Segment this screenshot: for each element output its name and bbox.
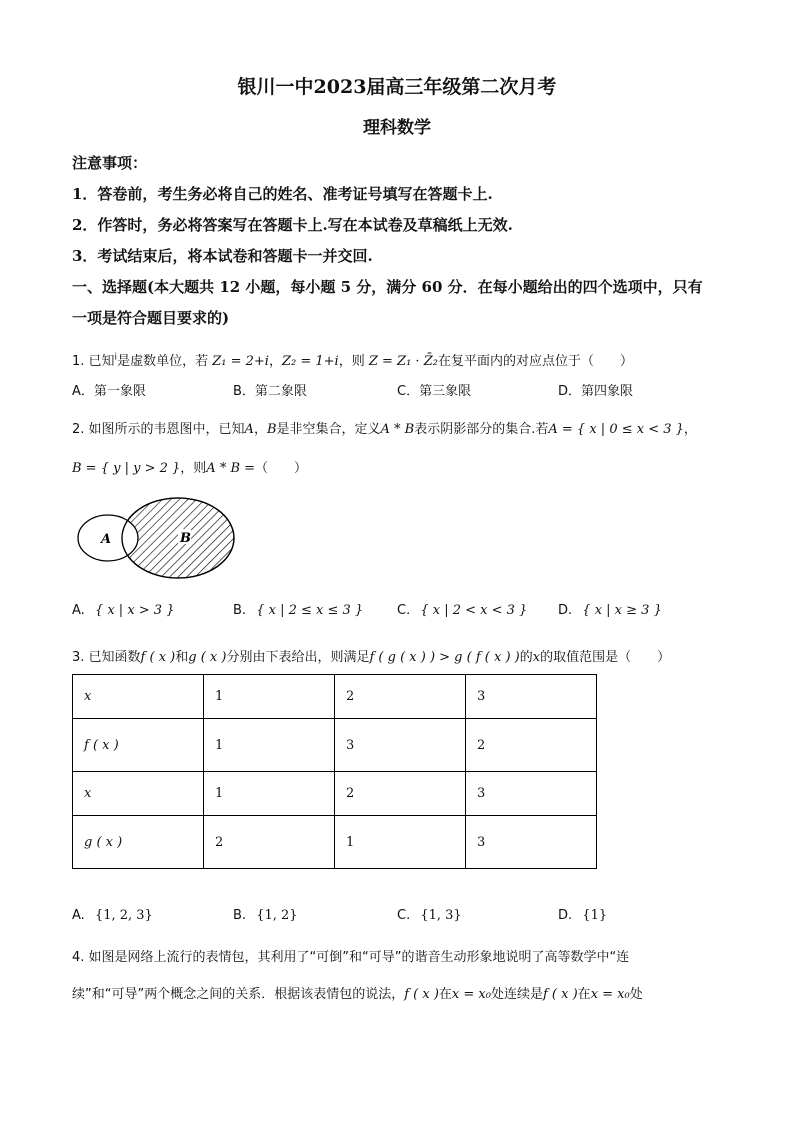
option-letter: B. <box>233 603 247 618</box>
q4-x2: x = x₀ <box>590 987 630 1002</box>
note-item: 2．作答时，务必将答案写在答题卡上.写在本试卷及草稿纸上无效. <box>72 216 513 234</box>
option-letter: D. <box>558 908 573 923</box>
q1-text: 1. 已知 <box>72 354 115 369</box>
table-cell: 3 <box>466 772 597 816</box>
q1-z: Z = Z₁ · Z̄₂ <box>368 354 438 369</box>
q3-option-b[interactable] <box>233 908 298 923</box>
option-expr: { x | 2 < x < 3 } <box>420 603 528 618</box>
option-expr: {1, 2, 3} <box>94 908 153 923</box>
q3-text: 的 <box>519 650 533 665</box>
question-2-line2 <box>72 457 307 476</box>
q3-g: g ( x ) <box>188 650 227 665</box>
option-expr: {1, 2} <box>256 908 298 923</box>
option-expr: { x | 2 ≤ x ≤ 3 } <box>256 603 364 618</box>
q3-option-d[interactable] <box>558 908 607 923</box>
option-expr: { x | x ≥ 3 } <box>582 603 662 618</box>
q3-text: 分别由下表给出，则满足 <box>226 650 370 665</box>
table-row <box>73 816 597 869</box>
venn-diagram <box>72 496 242 582</box>
q2-comma: ， <box>253 422 267 437</box>
q1-sep: ， <box>268 354 282 369</box>
table-cell: 2 <box>335 675 466 719</box>
option-letter: B. <box>233 908 247 923</box>
q2-op: A * B <box>380 422 415 437</box>
q3-option-c[interactable] <box>397 908 462 923</box>
q3-cond: f ( g ( x ) ) > g ( f ( x ) ) <box>369 650 520 665</box>
option-letter: C. <box>397 603 411 618</box>
q1-z2: Z₂ = 1+i <box>281 354 339 369</box>
table-cell: 2 <box>466 719 597 772</box>
table-cell: 1 <box>335 816 466 869</box>
q1-text: ，则 <box>338 354 365 369</box>
q2-def-b: B = { y | y > 2 } <box>72 461 181 476</box>
q4-text: 在 <box>577 987 591 1002</box>
q3-option-a[interactable] <box>72 908 153 923</box>
q1-i-sup: i <box>114 352 118 363</box>
exam-title: 银川一中2023届高三年级第二次月考 <box>237 76 557 98</box>
q1-z1: Z₁ = 2+i <box>212 354 269 369</box>
option-letter: C. <box>397 908 411 923</box>
q4-text: 处连续是 <box>490 987 543 1002</box>
q4-x1: x = x₀ <box>451 987 491 1002</box>
venn-label-a: A <box>101 532 112 547</box>
q2-option-b[interactable] <box>233 603 363 618</box>
table-cell: g ( x ) <box>73 816 204 869</box>
table-cell: 1 <box>204 772 335 816</box>
option-letter: A. <box>72 908 85 923</box>
table-cell: 2 <box>204 816 335 869</box>
table-cell: 2 <box>335 772 466 816</box>
note-item: 3．考试结束后，将本试卷和答题卡一并交回. <box>72 247 373 265</box>
option-expr: {1} <box>582 908 608 923</box>
section-heading-line1: 一、选择题(本大题共 12 小题，每小题 5 分，满分 60 分．在每小题给出的四个选项中，只有 <box>72 278 703 296</box>
q2-text: 表示阴影部分的集合.若 <box>414 422 549 437</box>
q2-text: 是非空集合，定义 <box>276 422 381 437</box>
q2-ask: A * B = <box>206 461 256 476</box>
q4-text: 续”和“可导”两个概念之间的关系．根据该表情包的说法， <box>72 987 405 1002</box>
question-4-line1: 4. 如图是网络上流行的表情包，其利用了“可倒”和“可导”的谐音生动形象地说明了高等数学中“连 <box>72 950 630 965</box>
q3-f: f ( x ) <box>140 650 176 665</box>
option-letter: D. <box>558 603 573 618</box>
table-cell: 3 <box>335 719 466 772</box>
table-cell: 3 <box>466 816 597 869</box>
q1-option-a[interactable]: A．第一象限 <box>72 384 146 399</box>
q2-text: ，则 <box>180 461 207 476</box>
q4-text: 处 <box>629 987 643 1002</box>
table-cell: 3 <box>466 675 597 719</box>
q1-option-c[interactable]: C．第三象限 <box>397 384 472 399</box>
table-cell: x <box>73 675 204 719</box>
table-row <box>73 675 597 719</box>
q2-tail: ， <box>683 422 697 437</box>
note-item: 1．答卷前，考生务必将自己的姓名、准考证号填写在答题卡上. <box>72 185 493 203</box>
table-cell: x <box>73 772 204 816</box>
question-3 <box>72 646 670 665</box>
q3-x: x <box>532 650 541 665</box>
table-row <box>73 772 597 816</box>
q2-set-b: B <box>266 422 277 437</box>
q2-text: （ ） <box>255 461 308 476</box>
option-letter: A. <box>72 603 85 618</box>
q4-f2: f ( x ) <box>542 987 578 1002</box>
question-4-line2 <box>72 983 643 1002</box>
q4-text: 在 <box>438 987 452 1002</box>
q2-text: 2. 如图所示的韦恩图中，已知 <box>72 422 245 437</box>
option-expr: {1, 3} <box>420 908 462 923</box>
q3-text: 3. 已知函数 <box>72 650 141 665</box>
notes-heading: 注意事项： <box>72 154 148 172</box>
option-expr: { x | x > 3 } <box>94 603 175 618</box>
exam-subtitle: 理科数学 <box>363 118 431 138</box>
q2-set-a: A <box>244 422 254 437</box>
q1-option-b[interactable]: B．第二象限 <box>233 384 307 399</box>
table-row <box>73 719 597 772</box>
question-1 <box>72 350 633 369</box>
q1-text: 在复平面内的对应点位于（ ） <box>437 354 633 369</box>
q2-option-d[interactable] <box>558 603 662 618</box>
venn-label-b: B <box>180 531 191 546</box>
q3-text: 的取值范围是（ ） <box>540 650 671 665</box>
q2-def-a: A = { x | 0 ≤ x < 3 } <box>548 422 684 437</box>
table-cell: f ( x ) <box>73 719 204 772</box>
question-2 <box>72 418 697 437</box>
q1-text: 是虚数单位，若 <box>117 354 209 369</box>
q3-text: 和 <box>175 650 189 665</box>
q2-option-c[interactable] <box>397 603 527 618</box>
q4-f1: f ( x ) <box>404 987 439 1002</box>
table-cell: 1 <box>204 675 335 719</box>
q1-option-d[interactable]: D．第四象限 <box>558 384 634 399</box>
q2-option-a[interactable] <box>72 603 174 618</box>
section-heading-line2: 一项是符合题目要求的) <box>72 309 230 327</box>
table-cell: 1 <box>204 719 335 772</box>
function-value-table <box>72 674 597 869</box>
